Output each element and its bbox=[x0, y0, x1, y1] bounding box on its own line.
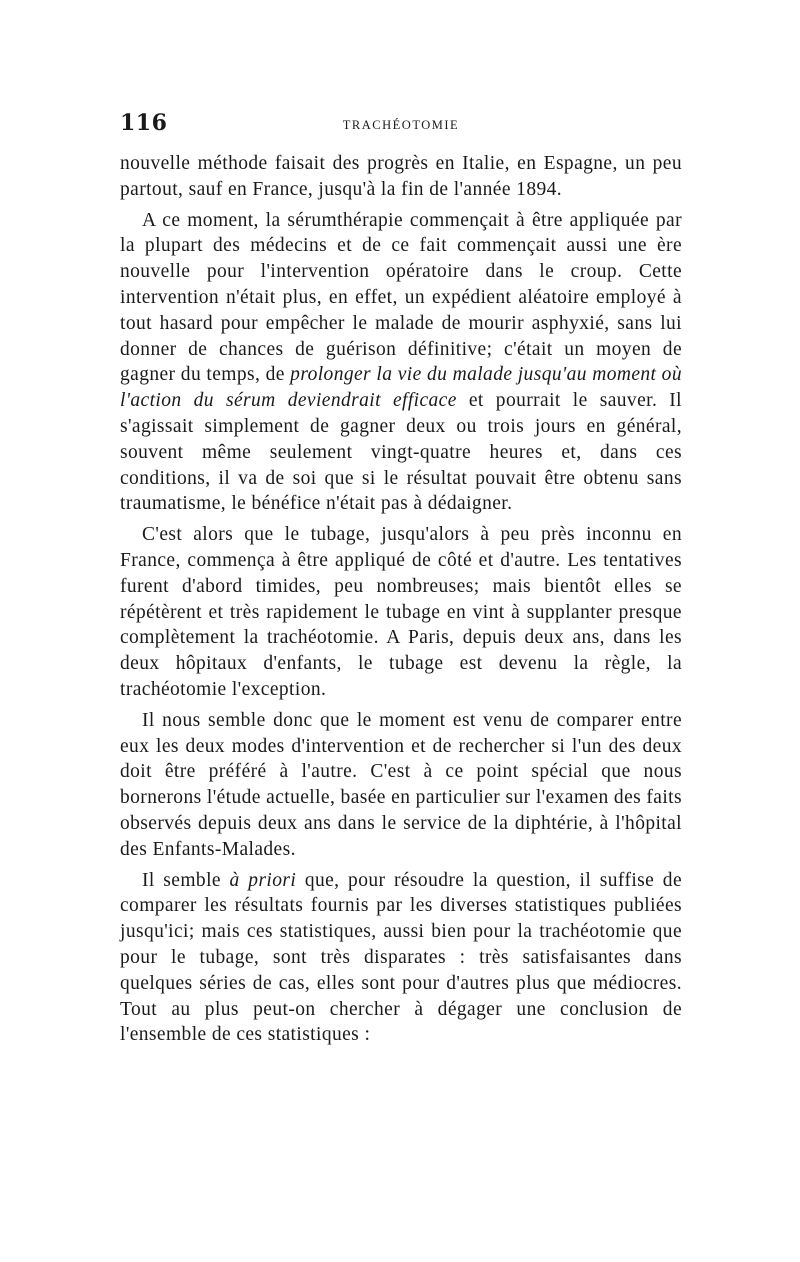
paragraph-5-text-end: que, pour résoudre la question, il suffise de comparer les résultats fournis par les diverses statistiques publiées jusqu'ici; mais ces statistiques, aussi bien pour la trachéotomie que pour le tubage, sont très disparates : très satisfaisantes dans quelques séries de cas, elles sont pour d'autres plus que médiocres. Tout au plus peut-on chercher à dégager une conclusion de l'ensemble de ces statistiques : bbox=[120, 869, 682, 1046]
paragraph-1: nouvelle méthode faisait des progrès en Italie, en Espagne, un peu partout, sauf en France, jusqu'à la fin de l'année 1894. bbox=[120, 153, 682, 200]
paragraph-4: Il nous semble donc que le moment est venu de comparer entre eux les deux modes d'intervention et de rechercher si l'un des deux doit être préféré à l'autre. C'est à ce point spécial que nous bornerons l'étude actuelle, basée en particulier sur l'examen des faits observés depuis deux ans dans le service de la diphtérie, à l'hôpital des Enfants-Malades. bbox=[120, 709, 682, 860]
running-title: TRACHÉOTOMIE bbox=[342, 118, 460, 132]
page-header bbox=[120, 110, 682, 144]
paragraph-3: C'est alors que le tubage, jusqu'alors à peu près inconnu en France, commença à être appliqué de côté et d'autre. Les tentatives furent d'abord timides, peu nombreuses; mais bientôt elles se répétèrent et très rapidement le tubage en vint à supplanter presque complètement la trachéotomie. A Paris, depuis deux ans, dans les deux hôpitaux d'enfants, le tubage est devenu la règle, la trachéotomie l'exception. bbox=[120, 524, 682, 700]
paragraph-2-text-start: A ce moment, la sérumthérapie commençait à être appliquée par la plupart des médecins et de ce fait commençait aussi une ère nouvelle pour l'intervention opératoire dans le croup. Cette intervention n'était plus, en effet, un expédient aléatoire employé à tout hasard pour empêcher le malade de mourir asphyxié, sans lui donner de chances de guérison définitive; c'était un moyen de gagner du temps, de bbox=[120, 209, 682, 386]
paragraph-5 bbox=[120, 868, 682, 1049]
page-number: 116 bbox=[120, 110, 168, 136]
paragraph-5-italic-text: à priori bbox=[229, 869, 297, 891]
paragraph-5-text-start: Il semble bbox=[142, 869, 230, 891]
paragraph-2 bbox=[120, 208, 682, 518]
paragraph-2-text-end: et pourrait le sauver. Il s'agissait simplement de gagner deux ou trois jours en général, souvent même seulement vingt-quatre heures et, dans ces conditions, il va de soi que si le résultat pouvait être obtenu sans traumatisme, le bénéfice n'était pas à dédaigner. bbox=[120, 390, 682, 515]
body-text bbox=[120, 151, 682, 1053]
paragraph-2-italic-text: prolonger la vie du malade jusqu'au moment où l'action du sérum deviendrait efficace bbox=[120, 364, 682, 412]
